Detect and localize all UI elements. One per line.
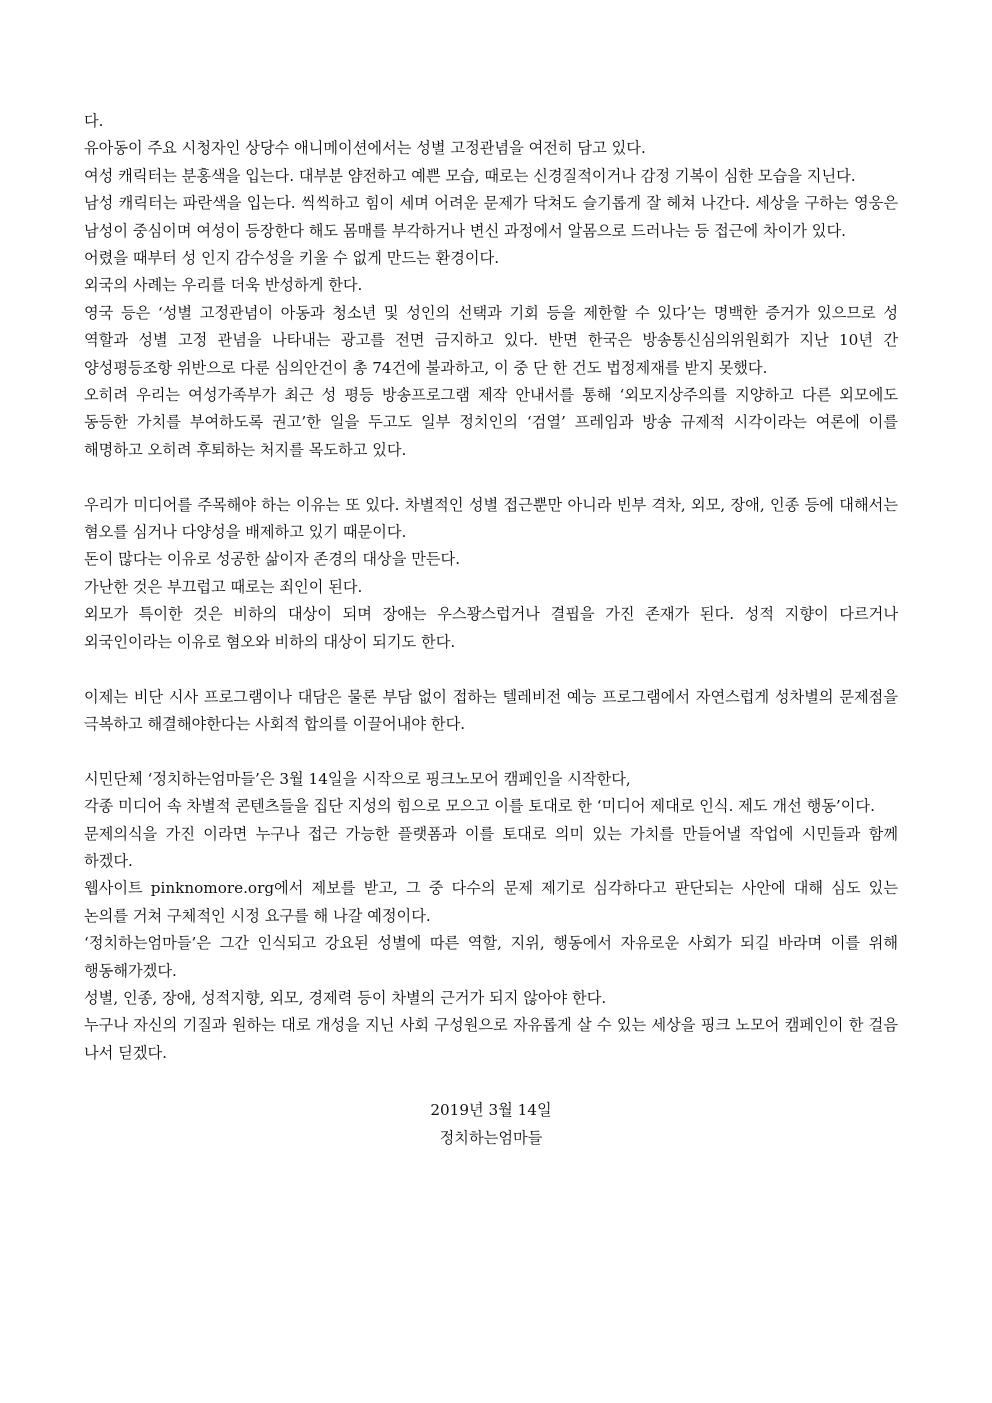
text-block-4 (84, 766, 898, 1067)
paragraph: 웹사이트 pinknomore.org에서 제보를 받고, 그 중 다수의 문제 제기로 심각하다고 판단되는 사안에 대해 심도 있는 논의를 거쳐 구체적인 시정 요구를 해 나갈 예정이다. (84, 879, 898, 925)
paragraph: 다. (84, 112, 104, 130)
paragraph: 외국의 사례는 우리를 더욱 반성하게 한다. (84, 276, 363, 295)
paragraph: 우리가 미디어를 주목해야 하는 이유는 또 있다. 차별적인 성별 접근뿐만 아니라 빈부 격차, 외모, 장애, 인종 등에 대해서는 혐오를 심거나 다양성을 배제하고 있기 때문이다. (84, 495, 898, 542)
paragraph: ‘정치하는엄마들’은 그간 인식되고 강요된 성별에 따른 역할, 지위, 행동에서 자유로운 사회가 되길 바라며 이를 위해 행동해가겠다. (84, 934, 898, 980)
paragraph-gap (84, 464, 898, 491)
paragraph: 각종 미디어 속 차별적 콘텐츠들을 집단 지성의 힘으로 모으고 이를 토대로 한 ‘미디어 제대로 인식. 제도 개선 행동’이다. (84, 797, 875, 816)
organization-name: 정치하는엄마들 (439, 1128, 543, 1147)
paragraph-gap (84, 738, 898, 765)
paragraph: 시민단체 ‘정치하는엄마들’은 3월 14일을 시작으로 핑크노모어 캠페인을 시작한다, (84, 769, 631, 788)
paragraph-gap (84, 656, 898, 683)
paragraph: 성별, 인종, 장애, 성적지향, 외모, 경제력 등이 차별의 근거가 되지 않아야 한다. (84, 988, 607, 1007)
paragraph: 돈이 많다는 이유로 성공한 삶이자 존경의 대상을 만든다. (84, 550, 461, 569)
paragraph: 문제의식을 가진 이라면 누구나 접근 가능한 플랫폼과 이를 토대로 의미 있는 가치를 만들어낼 작업에 시민들과 함께 하겠다. (84, 824, 898, 870)
document-date: 2019년 3월 14일 (430, 1101, 552, 1120)
paragraph: 가난한 것은 부끄럽고 때로는 죄인이 된다. (84, 577, 363, 596)
paragraph: 누구나 자신의 기질과 원하는 대로 개성을 지닌 사회 구성원으로 자유롭게 살 수 있는 세상을 핑크 노모어 캠페인이 한 걸음 나서 딛겠다. (84, 1016, 898, 1062)
text-block-3 (84, 684, 898, 739)
paragraph: 어렸을 때부터 성 인지 감수성을 키울 수 없게 만드는 환경이다. (84, 249, 500, 268)
paragraph: 남성 캐릭터는 파란색을 입는다. 씩씩하고 힘이 세며 어려운 문제가 닥쳐도 슬기롭게 잘 헤쳐 나간다. 세상을 구하는 영웅은 남성이 중심이며 여성이 등장한다 해도 몸매를 부각하거나 변신 과정에서 알몸으로 드러나는 등 접근에 차이가 있다. (84, 194, 898, 240)
paragraph: 영국 등은 ‘성별 고정관념이 아동과 청소년 및 성인의 선택과 기회 등을 제한할 수 있다’는 명백한 증거가 있으므로 성 역할과 성별 고정 관념을 나타내는 광고를 전면 금지하고 있다. 반면 한국은 방송통신심의위원회가 지난 10년 간 양성평등조항 위반으로 다룬 심의안건이 총 74건에 불과하고, 이 중 단 한 건도 법정제재를 받지 못했다. (84, 303, 898, 377)
paragraph: 유아동이 주요 시청자인 상당수 애니메이션에서는 성별 고정관념을 여전히 담고 있다. (84, 139, 646, 158)
paragraph: 외모가 특이한 것은 비하의 대상이 되며 장애는 우스꽝스럽거나 결핍을 가진 존재가 된다. 성적 지향이 다르거나 외국인이라는 이유로 혐오와 비하의 대상이 되기도 한다. (84, 605, 898, 651)
document-page (84, 108, 898, 1152)
text-block-1 (84, 108, 898, 464)
text-block-2 (84, 492, 898, 656)
signature-block (84, 1097, 898, 1152)
paragraph: 이제는 비단 시사 프로그램이나 대담은 물론 부담 없이 접하는 텔레비전 예능 프로그램에서 자연스럽게 성차별의 문제점을 극복하고 해결해야한다는 사회적 합의를 이끌어내야 한다. (84, 687, 898, 733)
paragraph: 오히려 우리는 여성가족부가 최근 성 평등 방송프로그램 제작 안내서를 통해 ‘외모지상주의를 지양하고 다른 외모에도 동등한 가치를 부여하도록 권고’한 일을 두고도 일부 정치인의 ‘검열’ 프레임과 방송 규제적 시각이라는 여론에 이를 해명하고 오히려 후퇴하는 처지를 목도하고 있다. (84, 386, 898, 459)
paragraph: 여성 캐릭터는 분홍색을 입는다. 대부분 얌전하고 예쁜 모습, 때로는 신경질적이거나 감정 기복이 심한 모습을 지닌다. (84, 166, 856, 185)
